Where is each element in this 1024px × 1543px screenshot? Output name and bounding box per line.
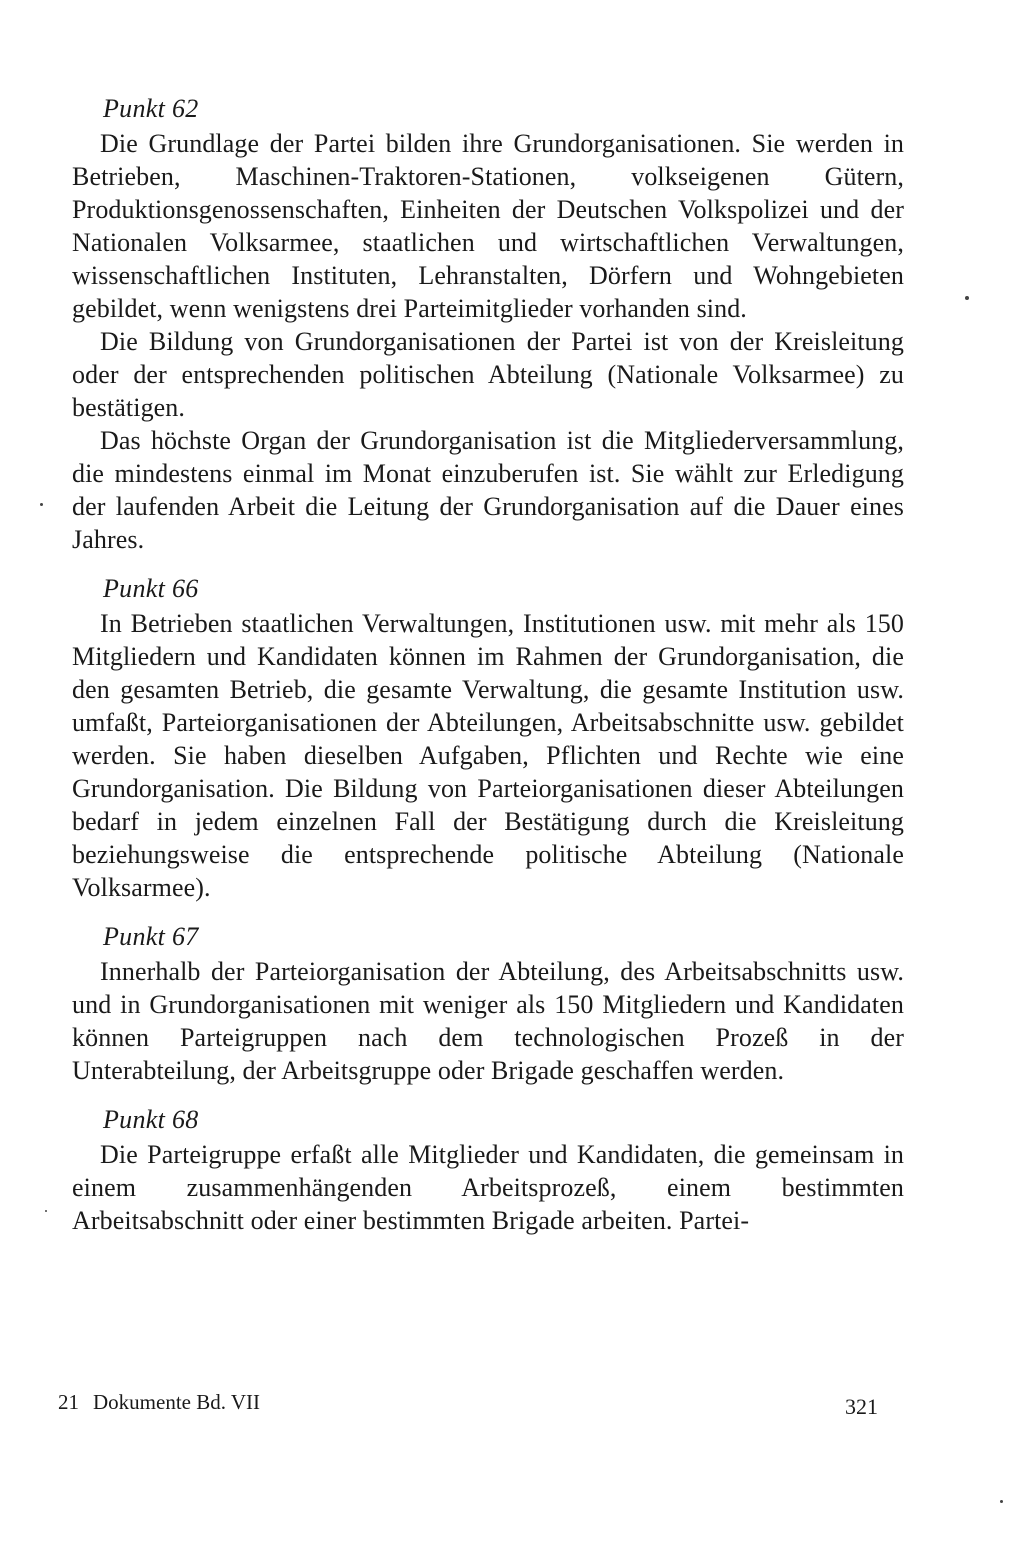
scan-speck [965,296,969,300]
paragraph: Innerhalb der Parteiorganisation der Abteilung, des Arbeitsabschnitts usw. und in Grundorganisationen mit weniger als 150 Mitgliedern und Kandidaten können Parteigruppen nach dem technologischen Prozeß in der Unterabteilung, der Arbeitsgruppe oder Brigade geschaffen werden. [72,957,904,1085]
section-heading: Punkt 67 [103,922,199,951]
scan-speck [1000,1500,1003,1503]
section-punkt-68 [72,1103,904,1237]
page-footer [58,1390,878,1420]
paragraph: Die Parteigruppe erfaßt alle Mitglieder und Kandidaten, die gemeinsam in einem zusammenhängenden Arbeitsprozeß, einem bestimmten Arbeitsabschnitt oder einer bestimmten Brigade arbeiten. Partei- [72,1140,904,1235]
section-punkt-67 [72,920,904,1087]
signature-number: 21 [58,1390,79,1414]
page-number: 321 [845,1394,878,1419]
scan-speck [45,1210,47,1212]
paragraph: Das höchste Organ der Grundorganisation ist die Mitgliederversammlung, die mindestens einmal im Monat einzuberufen ist. Sie wählt zur Erledigung der laufenden Arbeit die Leitung der Grundorganisation auf die Dauer eines Jahres. [72,426,904,554]
paragraph: In Betrieben staatlichen Verwaltungen, Institutionen usw. mit mehr als 150 Mitgliedern und Kandidaten können im Rahmen der Grundorganisation, die den gesamten Betrieb, die gesamte Verwaltung, die gesamte Institution usw. umfaßt, Parteiorganisationen der Abteilungen, Arbeitsabschnitte usw. gebildet werden. Sie haben dieselben Aufgaben, Pflichten und Rechte wie eine Grundorganisation. Die Bildung von Parteiorganisationen dieser Abteilungen bedarf in jedem einzelnen Fall der Bestätigung durch die Kreisleitung beziehungsweise die entsprechende politische Abteilung (Nationale Volksarmee). [72,609,904,902]
section-heading: Punkt 66 [103,574,199,603]
section-heading: Punkt 68 [103,1105,199,1134]
printer-signature [58,1390,260,1415]
section-punkt-62 [72,92,904,556]
paragraph: Die Bildung von Grundorganisationen der Partei ist von der Kreisleitung oder der entsprechenden politischen Abteilung (Nationale Volksarmee) zu bestätigen. [72,327,904,422]
paragraph: Die Grundlage der Partei bilden ihre Grundorganisationen. Sie werden in Betrieben, Maschinen-Traktoren-Stationen, volkseigenen Gütern, Produktionsgenossenschaften, Einheiten der Deutschen Volkspolizei und der Nationalen Volksarmee, staatlichen und wirtschaftlichen Verwaltungen, wissenschaftlichen Instituten, Lehranstalten, Dörfern und Wohngebieten gebildet, wenn wenigstens drei Parteimitglieder vorhanden sind. [72,129,904,323]
signature-text: Dokumente Bd. VII [93,1390,261,1414]
section-heading: Punkt 62 [103,94,199,123]
scan-speck [40,503,43,506]
document-page [72,92,904,1253]
section-punkt-66 [72,572,904,904]
